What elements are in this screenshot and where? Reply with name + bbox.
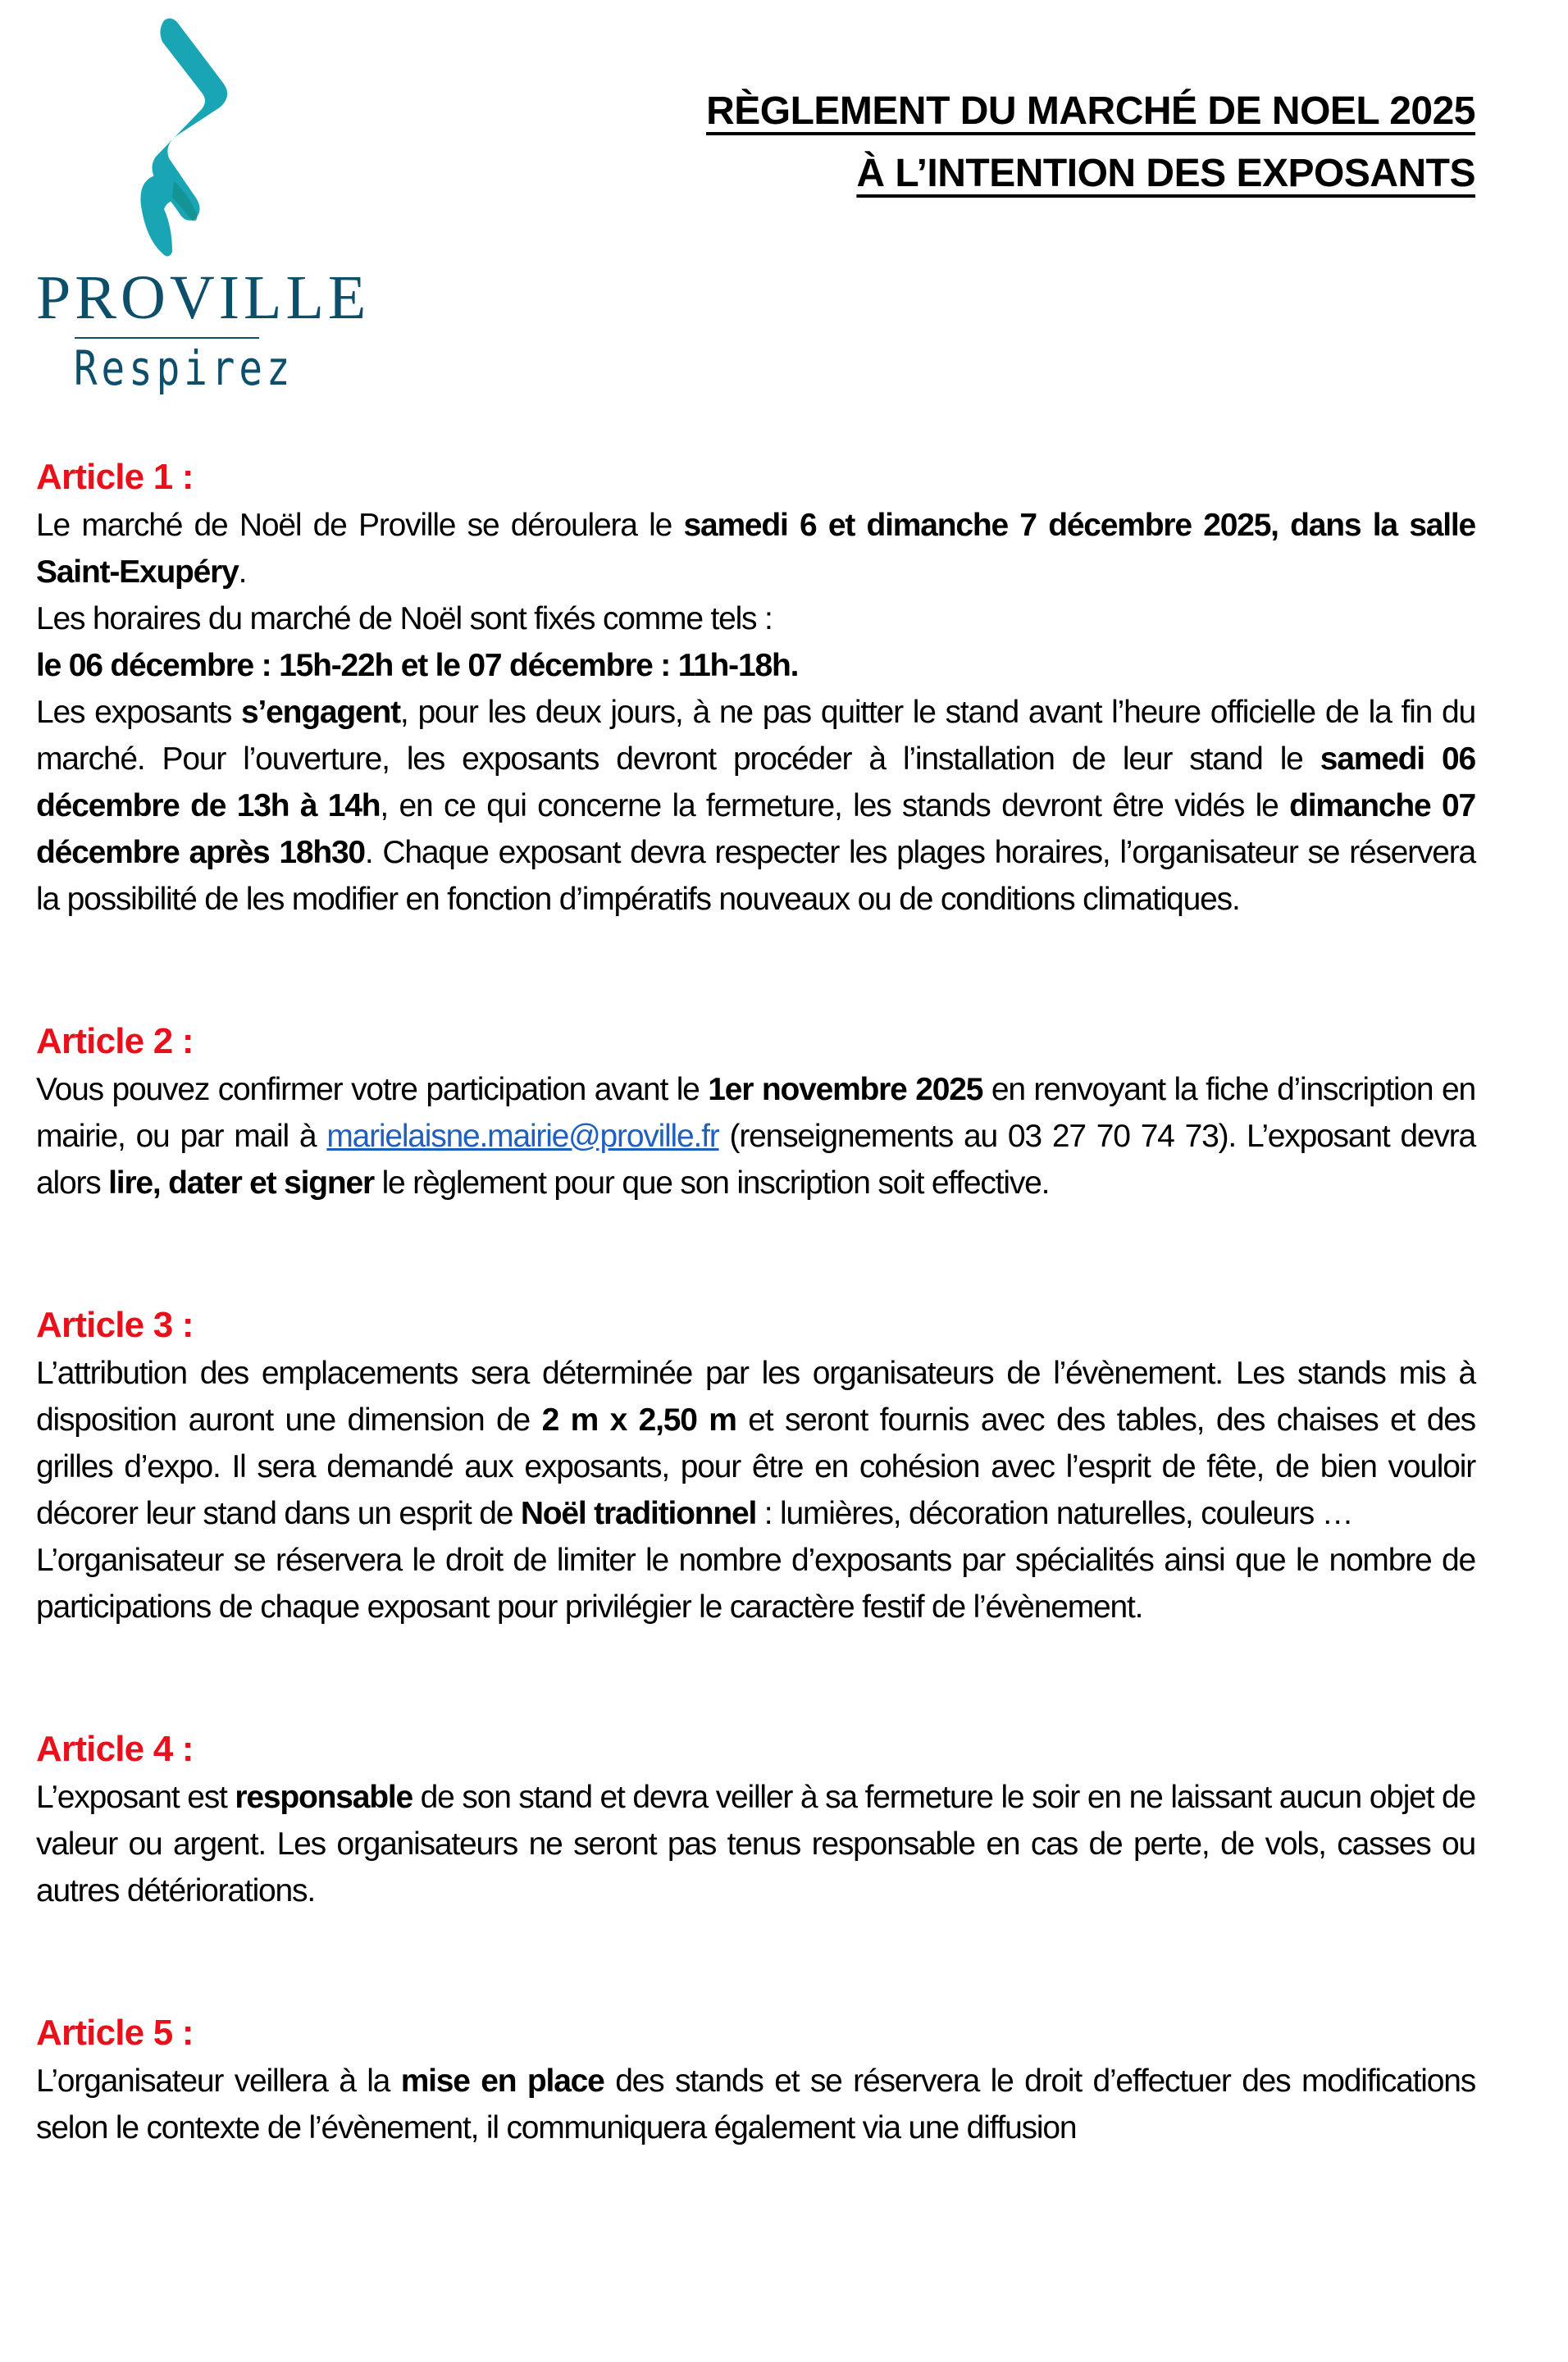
article-paragraph: L’organisateur se réservera le droit de limiter le nombre d’exposants par spécialités ainsi que le nombre de participations de chaque exposant pour privilégier le caractère festif de l’évènement. (36, 1543, 1475, 1625)
article-paragraph (36, 502, 1475, 595)
document-title (706, 80, 1475, 205)
logo-divider (75, 337, 259, 339)
bold-text: samedi 06 décembre de 13h à 14h (36, 741, 1475, 823)
article-2 (36, 1017, 1475, 1206)
text: L’organisateur veillera à la (36, 2063, 401, 2099)
article-heading: Article 5 : (36, 2013, 194, 2053)
bold-text: samedi 6 et dimanche 7 décembre 2025, dans la salle Saint-Exupéry (36, 508, 1475, 590)
text: en renvoyant la fiche d’inscription en mairie, ou par mail à (36, 1072, 1475, 1154)
article-paragraph (36, 1066, 1475, 1206)
title-line-1: RÈGLEMENT DU MARCHÉ DE NOEL 2025 (706, 89, 1475, 133)
article-heading: Article 2 : (36, 1021, 194, 1061)
text: Vous pouvez confirmer votre participation avant le (36, 1072, 709, 1107)
bold-text: Noël traditionnel (520, 1496, 757, 1531)
text: , en ce qui concerne la fermeture, les stands devront être vidés le (380, 788, 1290, 823)
text: L’attribution des emplacements sera déterminée par les organisateurs de l’évènement. Les stands mis à disposition auront une dimension de (36, 1356, 1475, 1438)
wave-logo-icon (33, 12, 353, 258)
title-line-2: À L’INTENTION DES EXPOSANTS (856, 152, 1475, 195)
article-paragraph (36, 1350, 1475, 1537)
article-heading: Article 3 : (36, 1305, 194, 1345)
document-body (36, 453, 1475, 2246)
logo-wordmark: PROVILLE (36, 263, 371, 332)
proville-logo (33, 12, 371, 422)
article-1 (36, 453, 1475, 923)
bold-text: s’engagent (241, 695, 400, 730)
article-paragraph (36, 642, 1475, 689)
bold-text: dimanche 07 décembre après 18h30 (36, 788, 1475, 870)
text: , pour les deux jours, à ne pas quitter le stand avant l’heure officielle de la fin du marché. Pour l’ouverture, les exposants devront procéder à l’installation de leur stand le (36, 695, 1475, 777)
text: de son stand et devra veiller à sa fermeture le soir en ne laissant aucun objet de valeur ou argent. Les organisateurs ne seront pas tenus responsable en cas de perte, de vols, casses ou autres détériorations. (36, 1780, 1476, 1908)
logo-tagline: Respirez (74, 340, 294, 396)
text: et seront fournis avec des tables, des chaises et des grilles d’expo. Il sera demandé aux exposants, pour être en cohésion avec l’esprit de fête, de bien vouloir décorer leur stand dans un esprit de (36, 1402, 1475, 1531)
article-3 (36, 1301, 1475, 1630)
bold-text: mise en place (400, 2063, 604, 2099)
text: Le marché de Noël de Proville se déroulera le (36, 508, 684, 543)
text: . Chaque exposant devra respecter les plages horaires, l’organisateur se réservera la possibilité de les modifier en fonction d’impératifs nouveaux ou de conditions climatiques. (36, 835, 1475, 917)
text: . (238, 554, 247, 590)
bold-text: 1er novembre 2025 (708, 1072, 983, 1107)
text: Les exposants (36, 695, 242, 730)
text: (renseignements au 03 27 70 74 73). L’exposant devra alors (36, 1119, 1475, 1201)
bold-text: responsable (235, 1780, 413, 1815)
email-link[interactable]: marielaisne.mairie@proville.fr (326, 1119, 719, 1154)
article-heading: Article 1 : (36, 457, 194, 497)
text: : lumières, décoration naturelles, couleurs … (756, 1496, 1353, 1531)
bold-text: lire, dater et signer (108, 1165, 374, 1201)
text: des stands et se réservera le droit d’effectuer des modifications selon le contexte de l’évènement, il communiquera également via une diffusion (36, 2063, 1475, 2145)
article-paragraph (36, 1774, 1475, 1914)
bold-text: 2 m x 2,50 m (541, 1402, 736, 1438)
article-paragraph: Les horaires du marché de Noël sont fixés comme tels : (36, 601, 773, 636)
text: le règlement pour que son inscription soit effective. (373, 1165, 1050, 1201)
article-5 (36, 2009, 1475, 2151)
article-paragraph (36, 689, 1475, 923)
article-paragraph (36, 2058, 1475, 2151)
text: L’exposant est (36, 1780, 235, 1815)
article-heading: Article 4 : (36, 1729, 194, 1769)
article-4 (36, 1725, 1475, 1914)
bold-text: le 06 décembre : 15h-22h et le 07 décembre : 11h-18h. (36, 648, 799, 683)
